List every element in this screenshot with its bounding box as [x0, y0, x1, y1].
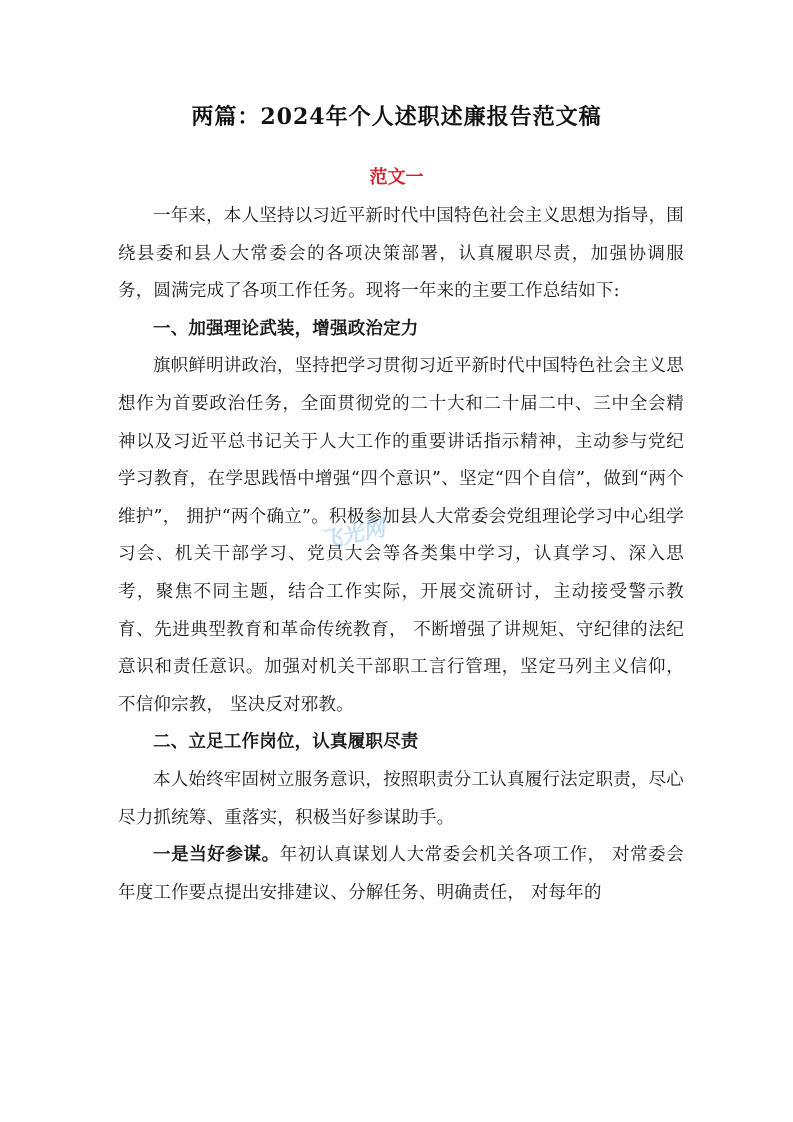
paragraph-3: [118, 837, 684, 912]
paragraph-1: 旗帜鲜明讲政治，坚持把学习贯彻习近平新时代中国特色社会主义思想作为首要政治任务，全面贯彻党的二十大和二十届二中、三中全会精神以及习近平总书记关于人大工作的重要讲话指示精神，主动参与党纪学习教育，在学思践悟中增强“四个意识”、坚定“四个自信”，做到“两个维护”， 拥护“两个确立”。积极参加县人大常委会党组理论学习中心组学习会、机关干部学习、党员大会等各类集中学习，认真学习、深入思考，聚焦不同主题，结合工作实际，开展交流研讨，主动接受警示教育、先进典型教育和革命传统教育， 不断增强了讲规矩、守纪律的法纪意识和责任意识。加强对机关干部职工言行管理，坚定马列主义信仰，不信仰宗教， 坚决反对邪教。: [118, 356, 684, 715]
section-heading-1: 一、加强理论武装，增强政治定力: [153, 318, 419, 339]
document-title: 两篇：2024年个人述职述廉报告范文稿: [191, 104, 602, 130]
section-heading-2: 二、立足工作岗位，认真履职尽责: [153, 732, 419, 753]
document-body: [118, 198, 684, 912]
paragraph-2: 本人始终牢固树立服务意识，按照职责分工认真履行法定职责，尽心尽力抓统筹、重落实，积极当好参谋助手。: [118, 769, 684, 828]
watermark-text: 飞光网: [317, 516, 388, 555]
paragraph-3-lead: 一是当好参谋。: [153, 845, 280, 866]
intro-paragraph: 一年来，本人坚持以习近平新时代中国特色社会主义思想为指导，围绕县委和县人大常委会的各项决策部署，认真履职尽责，加强协调服务，圆满完成了各项工作任务。现将一年来的主要工作总结如下:: [118, 206, 684, 302]
document-subtitle: 范文一: [369, 167, 424, 188]
paragraph-3-text: 年初认真谋划人大常委会机关各项工作， 对常委会年度工作要点提出安排建议、分解任务、明确责任， 对每年的: [118, 845, 684, 903]
